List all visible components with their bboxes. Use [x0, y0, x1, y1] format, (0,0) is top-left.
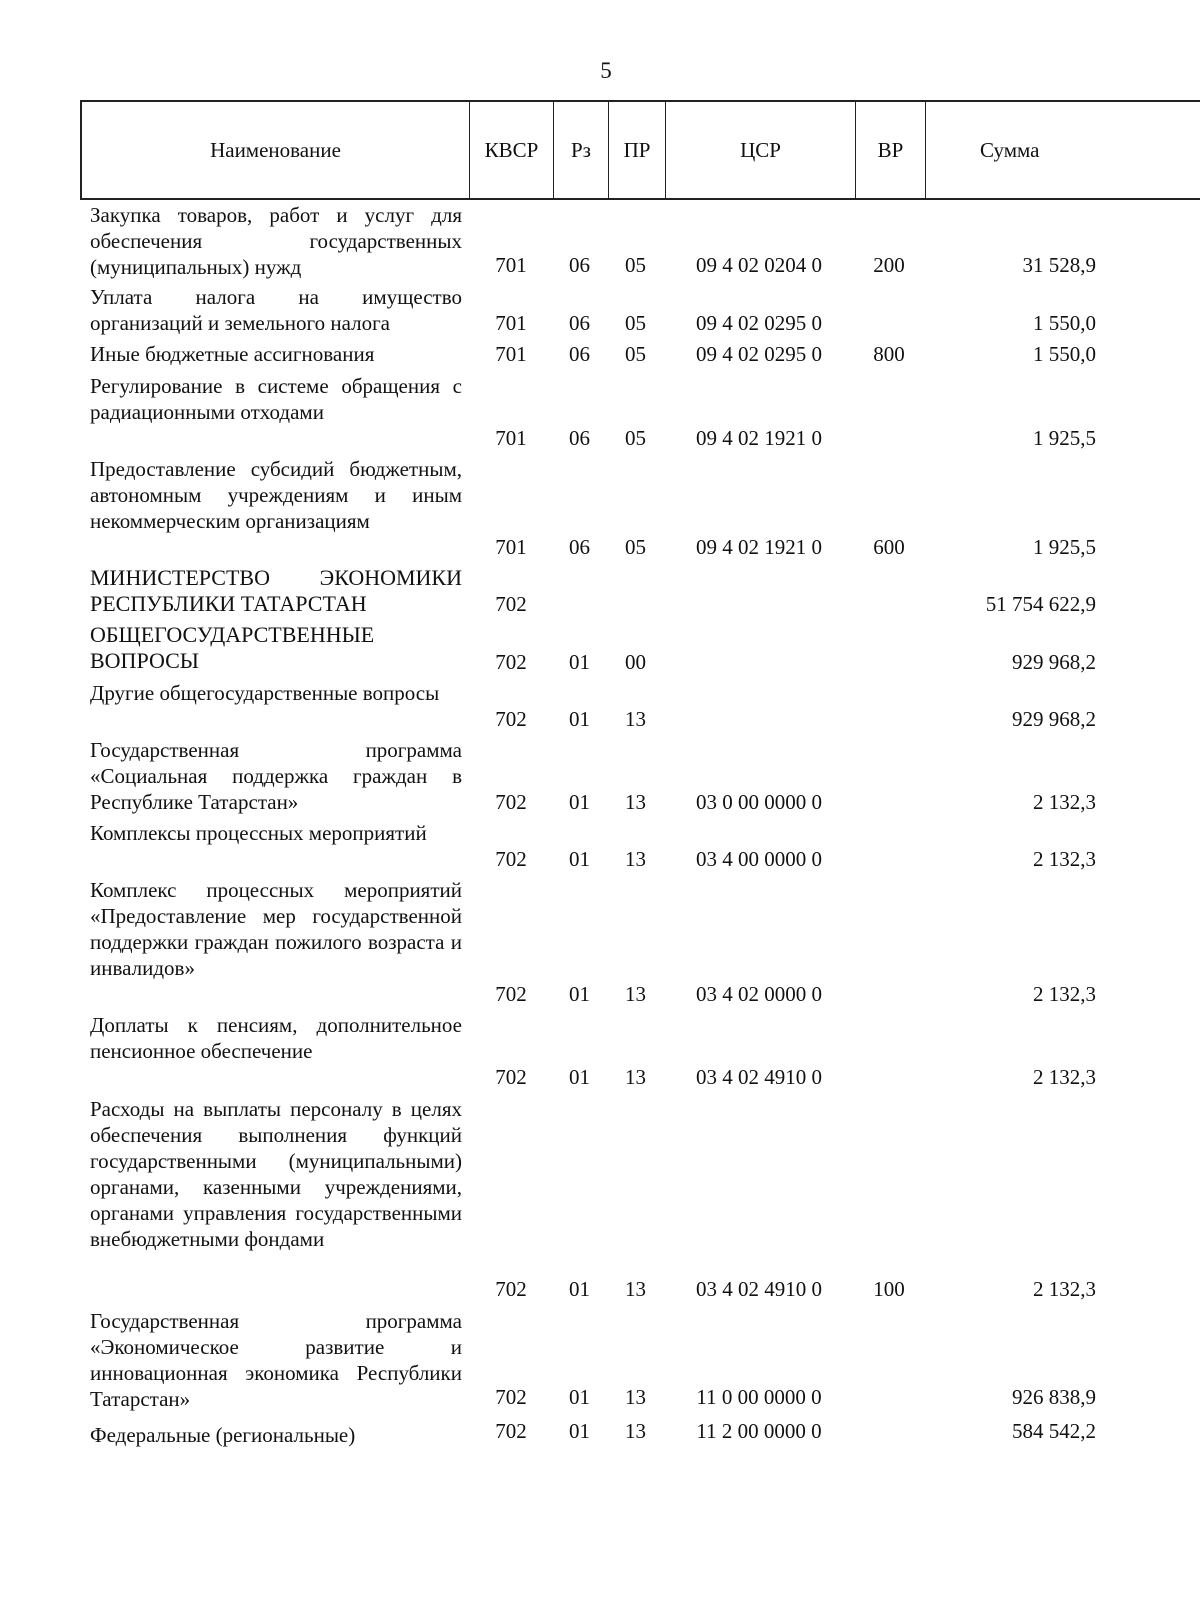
row-csr: 11 0 00 0000 0 [696, 1385, 822, 1409]
row-csr: 09 4 02 0295 0 [696, 311, 822, 335]
row-rz: 06 [569, 253, 590, 277]
row-pr: 13 [625, 1385, 646, 1409]
row-csr: 09 4 02 0295 0 [696, 342, 822, 366]
row-kvsr: 701 [495, 342, 527, 366]
row-pr: 05 [625, 426, 646, 450]
row-sum: 31 528,9 [1022, 253, 1096, 277]
row-vr: 200 [873, 253, 905, 277]
row-name: Доплаты к пенсиям, дополнительное пенсионное обеспечение [90, 1013, 462, 1063]
row-rz: 06 [569, 535, 590, 559]
row-name: Иные бюджетные ассигнования [90, 342, 375, 366]
row-pr: 13 [625, 847, 646, 871]
row-kvsr: 702 [495, 1065, 527, 1089]
row-csr: 03 4 02 4910 0 [696, 1277, 822, 1301]
header-name: Наименование [82, 102, 470, 198]
row-kvsr: 702 [495, 790, 527, 814]
row-name: Уплата налога на имущество организаций и земельного налога [90, 285, 462, 335]
row-pr: 00 [625, 650, 646, 674]
row-sum: 1 925,5 [1033, 426, 1096, 450]
row-name: Комплексы процессных мероприятий [90, 821, 427, 845]
row-kvsr: 702 [495, 1385, 527, 1409]
row-kvsr: 702 [495, 847, 527, 871]
row-rz: 01 [569, 790, 590, 814]
row-sum: 2 132,3 [1033, 982, 1096, 1006]
table-header [80, 100, 1200, 200]
row-name: Расходы на выплаты персоналу в целях обеспечения выполнения функций государственными (муниципальными) органами, казенными учреждениями, органами управления государственными внебюджетными фондами [90, 1097, 462, 1251]
row-rz: 06 [569, 426, 590, 450]
row-name: Регулирование в системе обращения с радиационными отходами [90, 374, 462, 424]
row-kvsr: 701 [495, 535, 527, 559]
page-number: 5 [600, 58, 612, 83]
row-sum: 2 132,3 [1033, 790, 1096, 814]
row-name: Федеральные (региональные) [90, 1423, 356, 1447]
row-kvsr: 701 [495, 253, 527, 277]
row-sum: 2 132,3 [1033, 1065, 1096, 1089]
row-csr: 09 4 02 0204 0 [696, 253, 822, 277]
row-sum: 929 968,2 [1012, 707, 1096, 731]
header-vr: ВР [856, 102, 926, 198]
row-vr: 100 [873, 1277, 905, 1301]
row-pr: 05 [625, 342, 646, 366]
row-pr: 05 [625, 311, 646, 335]
header-pr: ПР [609, 102, 666, 198]
row-kvsr: 701 [495, 426, 527, 450]
row-csr: 03 0 00 0000 0 [696, 790, 822, 814]
row-kvsr: 702 [495, 592, 527, 616]
header-rz: Рз [554, 102, 609, 198]
row-pr: 13 [625, 1065, 646, 1089]
row-name: Закупка товаров, работ и услуг для обеспечения государственных (муниципальных) нужд [90, 203, 462, 279]
row-name: Комплекс процессных мероприятий «Предоставление мер государственной поддержки граждан пожилого возраста и инвалидов» [90, 878, 462, 980]
row-csr: 03 4 02 4910 0 [696, 1065, 822, 1089]
row-kvsr: 702 [495, 982, 527, 1006]
row-name: МИНИСТЕРСТВО ЭКОНОМИКИ РЕСПУБЛИКИ ТАТАРСТАН [90, 565, 462, 616]
row-rz: 01 [569, 1385, 590, 1409]
header-sum: Сумма [980, 137, 1040, 162]
row-sum: 51 754 622,9 [985, 592, 1096, 616]
row-csr: 09 4 02 1921 0 [696, 535, 822, 559]
row-vr: 800 [873, 342, 905, 366]
row-kvsr: 702 [495, 707, 527, 731]
row-sum: 584 542,2 [1012, 1419, 1096, 1443]
row-rz: 06 [569, 342, 590, 366]
row-sum: 2 132,3 [1033, 847, 1096, 871]
row-vr: 600 [873, 535, 905, 559]
row-kvsr: 702 [495, 1419, 527, 1443]
row-sum: 929 968,2 [1012, 650, 1096, 674]
row-name: ОБЩЕГОСУДАРСТВЕННЫЕ ВОПРОСЫ [90, 622, 375, 673]
row-csr: 03 4 02 0000 0 [696, 982, 822, 1006]
row-rz: 01 [569, 1065, 590, 1089]
row-pr: 13 [625, 1419, 646, 1443]
row-sum: 1 550,0 [1033, 311, 1096, 335]
row-name: Государственная программа «Социальная поддержка граждан в Республике Татарстан» [90, 738, 462, 814]
row-rz: 01 [569, 847, 590, 871]
row-pr: 13 [625, 707, 646, 731]
row-rz: 01 [569, 650, 590, 674]
row-pr: 13 [625, 1277, 646, 1301]
row-pr: 13 [625, 790, 646, 814]
header-kvsr: КВСР [470, 102, 554, 198]
row-kvsr: 702 [495, 1277, 527, 1301]
row-pr: 05 [625, 253, 646, 277]
row-sum: 926 838,9 [1012, 1385, 1096, 1409]
row-rz: 01 [569, 1419, 590, 1443]
row-rz: 01 [569, 707, 590, 731]
row-name: Предоставление субсидий бюджетным, автономным учреждениям и иным некоммерческим организациям [90, 457, 462, 533]
row-name: Государственная программа «Экономическое развитие и инновационная экономика Республики Татарстан» [90, 1309, 462, 1411]
row-pr: 05 [625, 535, 646, 559]
row-kvsr: 702 [495, 650, 527, 674]
row-rz: 01 [569, 982, 590, 1006]
row-rz: 06 [569, 311, 590, 335]
row-pr: 13 [625, 982, 646, 1006]
row-csr: 11 2 00 0000 0 [696, 1419, 822, 1443]
row-rz: 01 [569, 1277, 590, 1301]
row-name: Другие общегосударственные вопросы [90, 681, 440, 705]
row-kvsr: 701 [495, 311, 527, 335]
row-csr: 03 4 00 0000 0 [696, 847, 822, 871]
header-csr: ЦСР [666, 102, 856, 198]
row-csr: 09 4 02 1921 0 [696, 426, 822, 450]
row-sum: 2 132,3 [1033, 1277, 1096, 1301]
row-sum: 1 925,5 [1033, 535, 1096, 559]
row-sum: 1 550,0 [1033, 342, 1096, 366]
